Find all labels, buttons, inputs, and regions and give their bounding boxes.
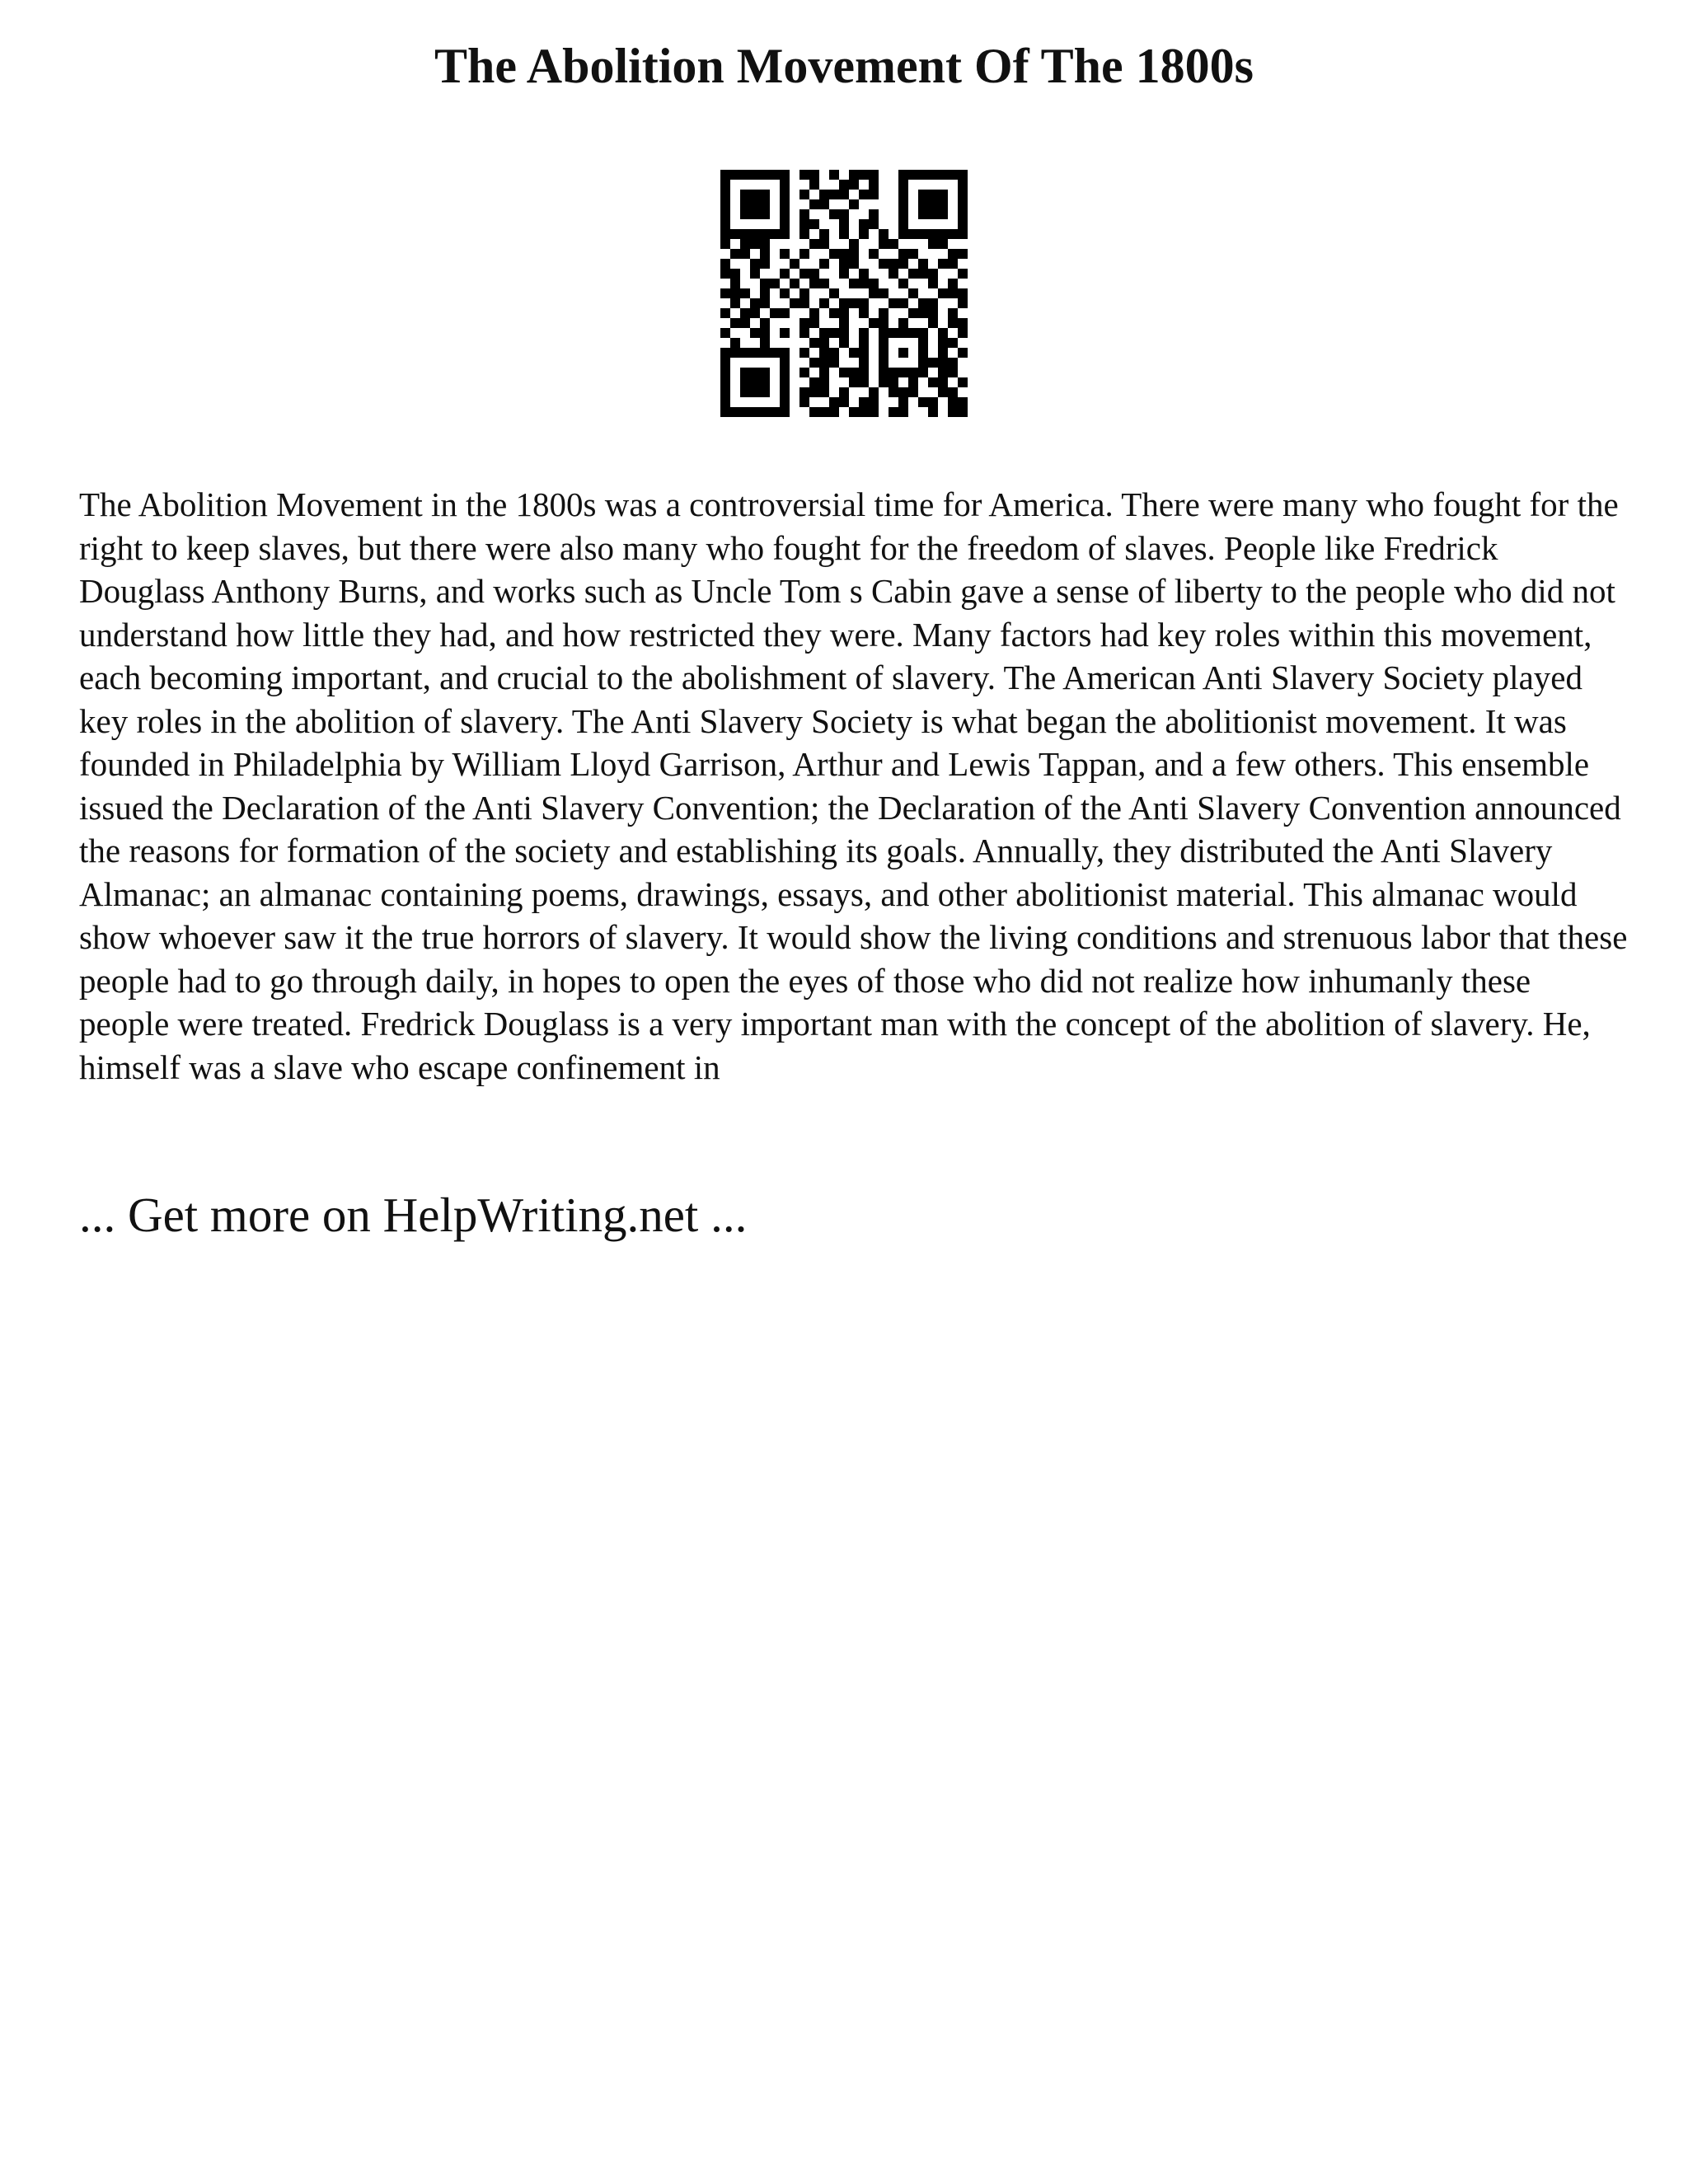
body-paragraph: The Abolition Movement in the 1800s was a controversial time for America. There were many who fought for the right to keep slaves, but there were also many who fought for the freedom of slaves. People like Fredrick Douglass Anthony Burns, and works such as Uncle Tom s Cabin gave a sense of liberty to the people who did not understand how little they had, and how restricted they were. Many factors had key roles within this movement, each becoming important, and crucial to the abolishment of slavery. The American Anti Slavery Society played key roles in the abolition of slavery. The Anti Slavery Society is what began the abolitionist movement. It was founded in Philadelphia by William Lloyd Garrison, Arthur and Lewis Tappan, and a few others. This ensemble issued the Declaration of the Anti Slavery Convention; the Declaration of the Anti Slavery Convention announced the reasons for formation of the society and establishing its goals. Annually, they distributed the Anti Slavery Almanac; an almanac containing poems, drawings, essays, and other abolitionist material. This almanac would show whoever saw it the true horrors of slavery. It would show the living conditions and strenuous labor that these people had to go through daily, in hopes to open the eyes of those who did not realize how inhumanly these people were treated. Fredrick Douglass is a very important man with the concept of the abolition of slavery. He, himself was a slave who escape confinement in	[79, 485, 1628, 1086]
page-title: The Abolition Movement Of The 1800s	[434, 39, 1254, 93]
qr-code-icon	[720, 170, 968, 417]
get-more-link[interactable]: ... Get more on HelpWriting.net ...	[79, 1188, 748, 1242]
